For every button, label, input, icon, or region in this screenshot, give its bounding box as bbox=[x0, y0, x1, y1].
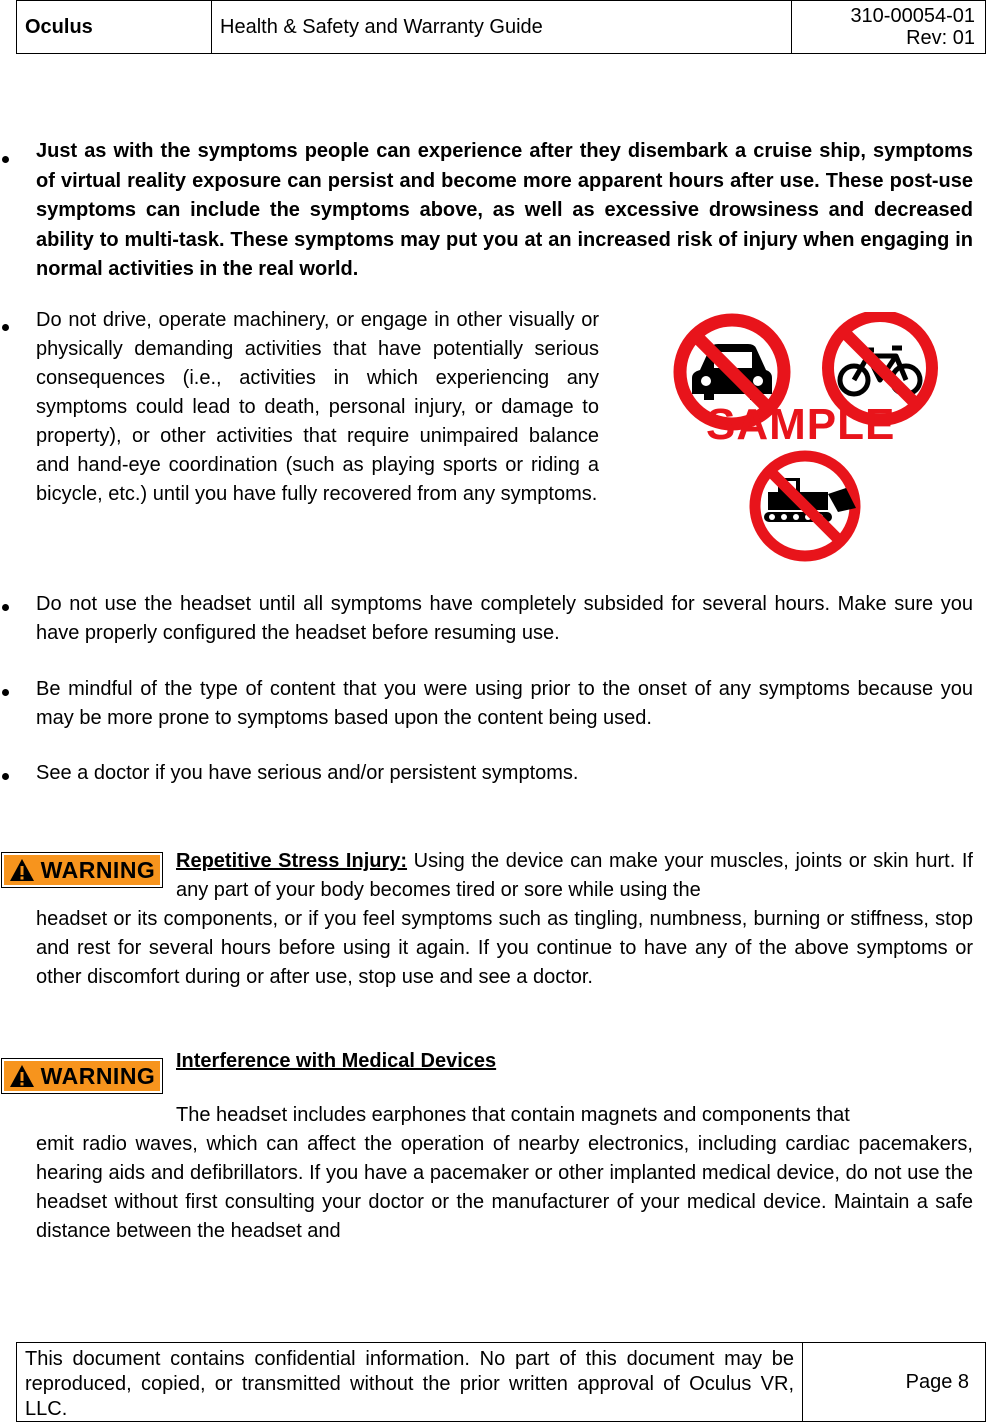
header-revision: Rev: 01 bbox=[906, 27, 975, 49]
warning-badge bbox=[1, 852, 163, 888]
warning-badge-label: WARNING bbox=[40, 1062, 156, 1089]
no-machinery-icon bbox=[755, 456, 856, 556]
page-footer bbox=[16, 1342, 986, 1422]
bullet-text-wait-until-subsided: Do not use the headset until all symptoms have completely subsided for several hours. Make sure you have properly configured the headset before resuming use. bbox=[36, 593, 973, 644]
warning-triangle-icon bbox=[9, 858, 35, 882]
warning-medical-text-rest: emit radio waves, which can affect the operation of nearby electronics, including cardiac pacemakers, hearing aids and defibrillators. If you have a pacemaker or other implanted medical device, do not use the headset without first consulting your doctor or the manufacturer of your medical device. Maintain a safe distance between the headset and bbox=[36, 1133, 973, 1242]
footer-page-number: Page 8 bbox=[905, 1370, 969, 1393]
warning-rsi-first-lines bbox=[176, 847, 973, 905]
warning-medical-heading: Interference with Medical Devices bbox=[176, 1050, 497, 1072]
warning-medical-text-first: The headset includes earphones that contain magnets and components that bbox=[176, 1104, 850, 1126]
bullet-text-post-use-symptoms: Just as with the symptoms people can experience after they disembark a cruise ship, symptoms of virtual reality exposure can persist and become more apparent hours after use. These post-use symptoms can include the symptoms above, as well as excessive drowsiness and decreased ability to multi-task. These symptoms may put you at an increased risk of injury when engaging in normal activities in the real world. bbox=[36, 140, 973, 280]
bullet-icon bbox=[2, 324, 9, 331]
header-company: Oculus bbox=[17, 1, 212, 53]
warning-badge bbox=[1, 1058, 163, 1094]
bullet-text-see-doctor: See a doctor if you have serious and/or persistent symptoms. bbox=[36, 762, 579, 784]
page-header bbox=[16, 0, 986, 54]
bullet-icon bbox=[2, 689, 9, 696]
header-doc-number: 310-00054-01 bbox=[850, 5, 975, 27]
warning-triangle-icon bbox=[9, 1064, 35, 1088]
header-title: Health & Safety and Warranty Guide bbox=[212, 1, 792, 53]
header-doc-info bbox=[792, 1, 985, 53]
bullet-icon bbox=[2, 773, 9, 780]
bullet-icon bbox=[2, 156, 9, 163]
warning-badge-label: WARNING bbox=[40, 856, 156, 883]
sample-watermark: SAMPLE bbox=[706, 400, 896, 449]
bullet-icon bbox=[2, 604, 9, 611]
warning-rsi-text-rest: headset or its components, or if you feel symptoms such as tingling, numbness, burning or stiffness, stop and rest for several hours before using it again. If you continue to have any of the above symptoms or other discomfort during or after use, stop use and see a doctor. bbox=[36, 908, 973, 988]
bullet-text-be-mindful: Be mindful of the type of content that you were using prior to the onset of any symptoms because you may be more prone to symptoms based upon the content being used. bbox=[36, 678, 973, 729]
bullet-text-do-not-drive: Do not drive, operate machinery, or engage in other visually or physically demanding activities that have potentially serious consequences (i.e., activities in which experiencing any symptoms could lead to death, personal injury, or damage to property), or other activities that require unimpaired balance and hand-eye coordination (such as playing sports or riding a bicycle, etc.) until you have fully recovered from any symptoms. bbox=[36, 309, 599, 505]
warning-rsi-text: Using the device can make your muscles, joints or skin hurt. If any part of your body becomes tired or sore while using the bbox=[176, 850, 973, 901]
warning-rsi-heading: Repetitive Stress Injury: bbox=[176, 850, 408, 872]
footer-confidential-notice: This document contains confidential information. No part of this document may be reproduced, copied, or transmitted without the prior written approval of Oculus VR, LLC. bbox=[17, 1343, 803, 1421]
